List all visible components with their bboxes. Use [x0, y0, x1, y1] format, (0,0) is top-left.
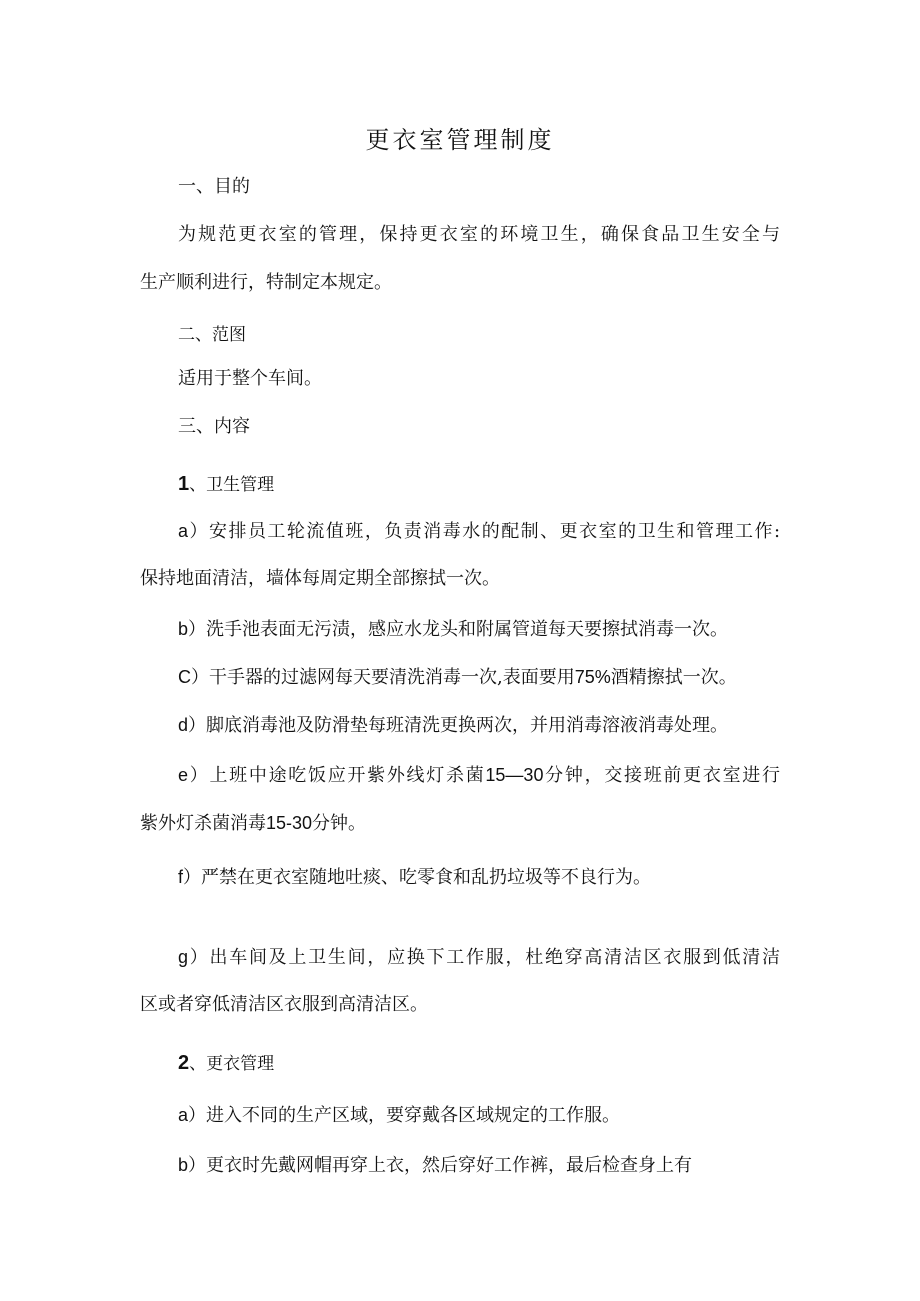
- item-range: 15—30: [485, 765, 544, 785]
- item-text-tail: 酒精擦拭一次。: [610, 667, 737, 688]
- item-text: 严禁在更衣室随地吐痰、吃零食和乱扔垃圾等不良行为。: [201, 867, 652, 888]
- hygiene-item-d: [178, 712, 728, 739]
- hygiene-item-g-line2: 区或者穿低清洁区衣服到高清洁区。: [140, 994, 428, 1015]
- item-percent: 75%: [574, 667, 611, 687]
- item-text: 脚底消毒池及防滑垫每班清洗更换两次，并用消毒溶液消毒处理。: [206, 715, 729, 736]
- item-label: b）: [178, 619, 207, 639]
- item-label: g）: [178, 947, 210, 967]
- hygiene-item-c: [178, 664, 737, 691]
- item-text: 上班中途吃饭应开紫外线灯杀菌: [209, 765, 486, 786]
- item-text: 出车间及上卫生间，应换下工作服，杜绝穿高清洁区衣服到低清洁: [209, 947, 781, 968]
- item-text-tail: 分钟，交接班前更衣室进行: [543, 765, 780, 786]
- item-label: a）: [178, 1105, 207, 1125]
- subsection-heading-hygiene: [178, 471, 274, 498]
- item-text: 安排员工轮流值班，负责消毒水的配制、更衣室的卫生和管理工作:: [208, 521, 781, 542]
- scope-text: 适用于整个车间。: [178, 368, 322, 389]
- section-heading-purpose: 一、目的: [178, 176, 250, 197]
- item-text-tail: 分钟。: [312, 813, 367, 834]
- item-label: e）: [178, 765, 210, 785]
- section-heading-scope: 二、范图: [178, 325, 246, 345]
- item-label: f）: [178, 867, 202, 887]
- item-text: 进入不同的生产区域，要穿戴各区域规定的工作服。: [206, 1105, 621, 1126]
- section-heading-content: 三、内容: [178, 416, 250, 437]
- item-text: 洗手池表面无污渍，感应水龙头和附属管道每天要擦拭消毒一次。: [206, 619, 729, 640]
- subsection-title: 、更衣管理: [189, 1054, 275, 1074]
- item-range: 15-30: [266, 813, 313, 833]
- changing-item-b: [178, 1152, 692, 1179]
- hygiene-item-e-line1: [178, 762, 780, 789]
- item-label: C）: [178, 667, 209, 687]
- hygiene-item-e-line2: [140, 810, 366, 837]
- subsection-number: 1: [178, 473, 190, 495]
- item-label: d）: [178, 715, 207, 735]
- hygiene-item-b: [178, 616, 728, 643]
- purpose-text-line1: 为规范更衣室的管理，保持更衣室的环境卫生，确保食品卫生安全与: [178, 224, 780, 245]
- item-text: 干手器的过滤网每天要清洗消毒一次,表面要用: [209, 667, 575, 688]
- document-title: 更衣室管理制度: [365, 126, 555, 154]
- item-label: b）: [178, 1155, 207, 1175]
- hygiene-item-a-line2: 保持地面清洁，墙体每周定期全部擦拭一次。: [140, 568, 500, 589]
- subsection-heading-changing: [178, 1050, 274, 1077]
- item-text: 更衣时先戴网帽再穿上衣，然后穿好工作裤，最后检查身上有: [206, 1155, 693, 1176]
- purpose-text-line2: 生产顺利进行，特制定本规定。: [140, 272, 392, 293]
- item-text: 紫外灯杀菌消毒: [140, 813, 266, 834]
- hygiene-item-a-line1: [178, 518, 780, 545]
- item-label: a）: [178, 521, 209, 541]
- hygiene-item-g-line1: [178, 944, 780, 971]
- subsection-number: 2: [178, 1052, 190, 1074]
- changing-item-a: [178, 1102, 620, 1129]
- hygiene-item-f: [178, 864, 651, 891]
- subsection-title: 、卫生管理: [189, 475, 275, 495]
